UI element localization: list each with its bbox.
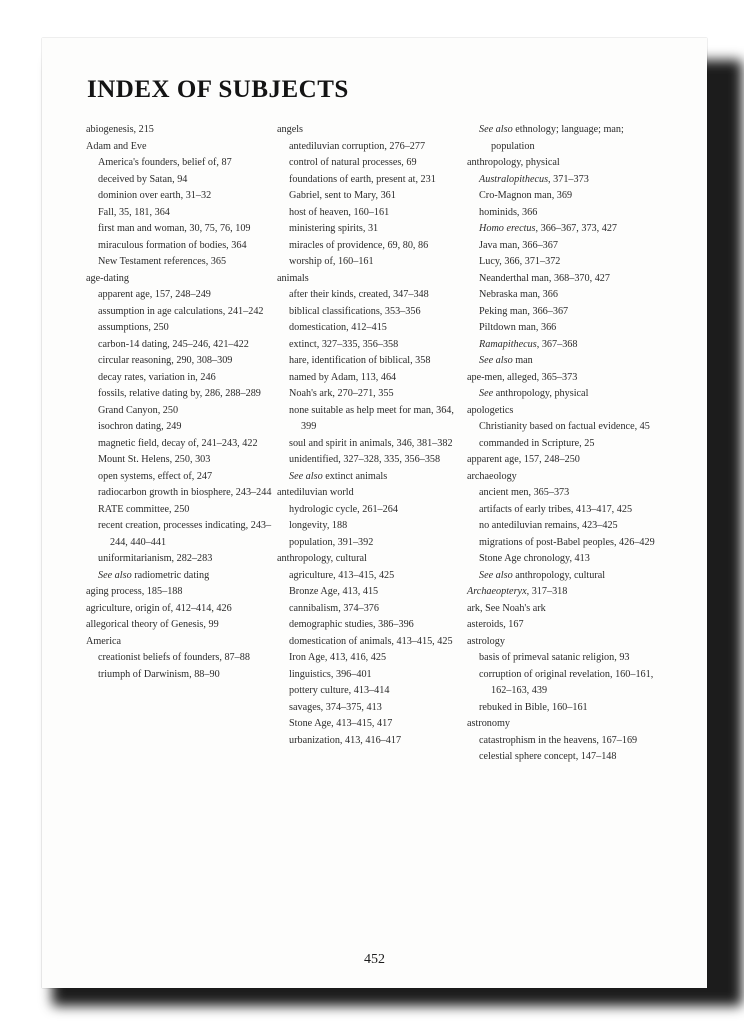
index-subentry: miracles of providence, 69, 80, 86 — [289, 239, 429, 251]
index-subentry: unidentified, 327–328, 335, 356–358 — [289, 454, 441, 465]
index-subentry: RATE committee, 250 — [98, 503, 190, 515]
index-subentry: demographic studies, 386–396 — [289, 619, 414, 630]
index-subentry: celestial sphere concept, 147–148 — [479, 751, 617, 762]
index-entry: astrology — [467, 635, 505, 647]
index-subentry: assumptions, 250 — [98, 322, 169, 333]
index-subentry: worship of, 160–161 — [289, 256, 374, 267]
index-subentry: See also extinct animals — [289, 470, 388, 482]
index-subentry: Piltdown man, 366 — [479, 322, 557, 333]
index-subentry: Stone Age chronology, 413 — [479, 553, 590, 564]
index-subentry: migrations of post-Babel peoples, 426–429 — [479, 536, 655, 548]
index-subentry: savages, 374–375, 413 — [289, 701, 382, 713]
index-subentry: open systems, effect of, 247 — [98, 470, 213, 482]
index-entry: astronomy — [467, 718, 511, 729]
index-subentry: miraculous formation of bodies, 364 — [98, 239, 247, 251]
index-subentry: See also radiometric dating — [98, 569, 210, 581]
index-subentry: Lucy, 366, 371–372 — [479, 256, 561, 267]
index-subentry: See also ethnology; language; man; population — [479, 124, 624, 152]
index-subentry: See also man — [479, 355, 533, 366]
index-subentry: creationist beliefs of founders, 87–88 — [98, 652, 250, 663]
index-subentry: Peking man, 366–367 — [479, 305, 569, 317]
index-subentry: Australopithecus, 371–373 — [479, 173, 589, 185]
index-subentry: fossils, relative dating by, 286, 288–289 — [98, 388, 261, 399]
index-subentry: See anthropology, physical — [479, 388, 589, 399]
index-subentry: none suitable as help meet for man, 364, 399 — [289, 404, 454, 432]
index-subentry: apparent age, 157, 248–249 — [98, 289, 211, 300]
index-entry: archaeology — [467, 470, 517, 482]
index-subentry: domestication, 412–415 — [289, 322, 387, 333]
index-entry: Adam and Eve — [86, 140, 147, 152]
index-entry: apologetics — [467, 404, 514, 416]
index-subentry: New Testament references, 365 — [98, 256, 227, 267]
index-entry: agriculture, origin of, 412–414, 426 — [86, 602, 232, 614]
index-subentry: Iron Age, 413, 416, 425 — [289, 652, 387, 663]
index-subentry: catastrophism in the heavens, 167–169 — [479, 734, 638, 746]
index-subentry: Java man, 366–367 — [479, 239, 558, 251]
index-subentry: Bronze Age, 413, 415 — [289, 586, 379, 597]
index-subentry: soul and spirit in animals, 346, 381–382 — [289, 437, 453, 449]
index-subentry: hominids, 366 — [479, 206, 538, 218]
index-subentry: recent creation, processes indicating, 243–244, 440–441 — [98, 520, 272, 548]
index-subentry: rebuked in Bible, 160–161 — [479, 701, 588, 713]
index-subentry: Homo erectus, 366–367, 373, 427 — [479, 223, 617, 234]
index-subentry: decay rates, variation in, 246 — [98, 371, 216, 383]
index-subentry: radiocarbon growth in biosphere, 243–244 — [98, 487, 272, 498]
index-subentry: pottery culture, 413–414 — [289, 685, 390, 696]
index-subentry: Fall, 35, 181, 364 — [98, 206, 170, 218]
index-subentry: isochron dating, 249 — [98, 421, 182, 432]
index-subentry: Noah's ark, 270–271, 355 — [289, 388, 394, 399]
index-subentry: See also anthropology, cultural — [479, 569, 606, 581]
index-subentry: triumph of Darwinism, 88–90 — [98, 668, 220, 680]
index-entry: angels — [277, 124, 304, 135]
index-subentry: Cro-Magnon man, 369 — [479, 190, 573, 201]
index-subentry: Mount St. Helens, 250, 303 — [98, 454, 211, 465]
index-subentry: dominion over earth, 31–32 — [98, 190, 212, 201]
index-subentry: after their kinds, created, 347–348 — [289, 289, 429, 300]
index-subentry: carbon-14 dating, 245–246, 421–422 — [98, 338, 249, 350]
index-entry: asteroids, 167 — [467, 619, 524, 630]
page-title: INDEX OF SUBJECTS — [87, 76, 349, 103]
index-subentry: agriculture, 413–415, 425 — [289, 569, 395, 581]
index-subentry: no antediluvian remains, 423–425 — [479, 520, 618, 531]
index-subentry: biblical classifications, 353–356 — [289, 305, 421, 317]
index-subentry: ancient men, 365–373 — [479, 487, 570, 498]
index-subentry: commanded in Scripture, 25 — [479, 437, 595, 449]
index-subentry: urbanization, 413, 416–417 — [289, 734, 402, 746]
index-entry: aging process, 185–188 — [86, 586, 183, 597]
index-subentry: Christianity based on factual evidence, 45 — [479, 421, 650, 432]
index-subentry: deceived by Satan, 94 — [98, 173, 188, 185]
index-subentry: first man and woman, 30, 75, 76, 109 — [98, 223, 251, 234]
index-subentry: population, 391–392 — [289, 536, 374, 548]
index-subentry: America's founders, belief of, 87 — [98, 157, 232, 168]
index-subentry: extinct, 327–335, 356–358 — [289, 338, 399, 350]
index-entry: animals — [277, 272, 309, 284]
index-subentry: Gabriel, sent to Mary, 361 — [289, 190, 396, 201]
index-subentry: Ramapithecus, 367–368 — [479, 338, 578, 350]
index-subentry: magnetic field, decay of, 241–243, 422 — [98, 437, 258, 449]
index-subentry: uniformitarianism, 282–283 — [98, 553, 213, 564]
index-subentry: hydrologic cycle, 261–264 — [289, 503, 398, 515]
index-subentry: Nebraska man, 366 — [479, 289, 558, 300]
page-number: 452 — [364, 952, 385, 967]
index-subentry: host of heaven, 160–161 — [289, 206, 390, 218]
index-subentry: named by Adam, 113, 464 — [289, 371, 397, 383]
index-entry: antediluvian world — [277, 487, 354, 498]
index-entry: ark, See Noah's ark — [467, 602, 546, 614]
index-subentry: corruption of original revelation, 160–161, 162–163, 439 — [479, 668, 654, 696]
index-subentry: control of natural processes, 69 — [289, 157, 417, 168]
index-entry: Archaeopteryx, 317–318 — [467, 586, 568, 597]
index-subentry: assumption in age calculations, 241–242 — [98, 305, 264, 317]
index-entry: anthropology, physical — [467, 157, 560, 168]
index-subentry: domestication of animals, 413–415, 425 — [289, 635, 453, 647]
index-column-2 — [277, 122, 467, 749]
index-subentry: Grand Canyon, 250 — [98, 404, 179, 416]
index-subentry: linguistics, 396–401 — [289, 668, 372, 680]
index-column-3 — [467, 122, 657, 766]
index-subentry: circular reasoning, 290, 308–309 — [98, 355, 233, 366]
index-entry: anthropology, cultural — [277, 553, 367, 564]
index-subentry: cannibalism, 374–376 — [289, 602, 379, 614]
index-entry: ape-men, alleged, 365–373 — [467, 371, 578, 383]
index-subentry: basis of primeval satanic religion, 93 — [479, 652, 630, 663]
index-entry: age-dating — [86, 272, 129, 284]
index-entry: abiogenesis, 215 — [86, 124, 154, 135]
index-entry: America — [86, 635, 122, 647]
index-entry: allegorical theory of Genesis, 99 — [86, 619, 219, 630]
index-subentry: foundations of earth, present at, 231 — [289, 173, 436, 185]
index-column-1 — [86, 122, 276, 683]
book-page — [42, 38, 707, 988]
index-subentry: Neanderthal man, 368–370, 427 — [479, 272, 610, 284]
index-subentry: ministering spirits, 31 — [289, 223, 379, 234]
index-subentry: antediluvian corruption, 276–277 — [289, 140, 426, 152]
index-entry: apparent age, 157, 248–250 — [467, 454, 580, 465]
index-subentry: hare, identification of biblical, 358 — [289, 355, 431, 366]
index-subentry: artifacts of early tribes, 413–417, 425 — [479, 503, 633, 515]
index-subentry: Stone Age, 413–415, 417 — [289, 718, 393, 729]
index-subentry: longevity, 188 — [289, 520, 348, 531]
